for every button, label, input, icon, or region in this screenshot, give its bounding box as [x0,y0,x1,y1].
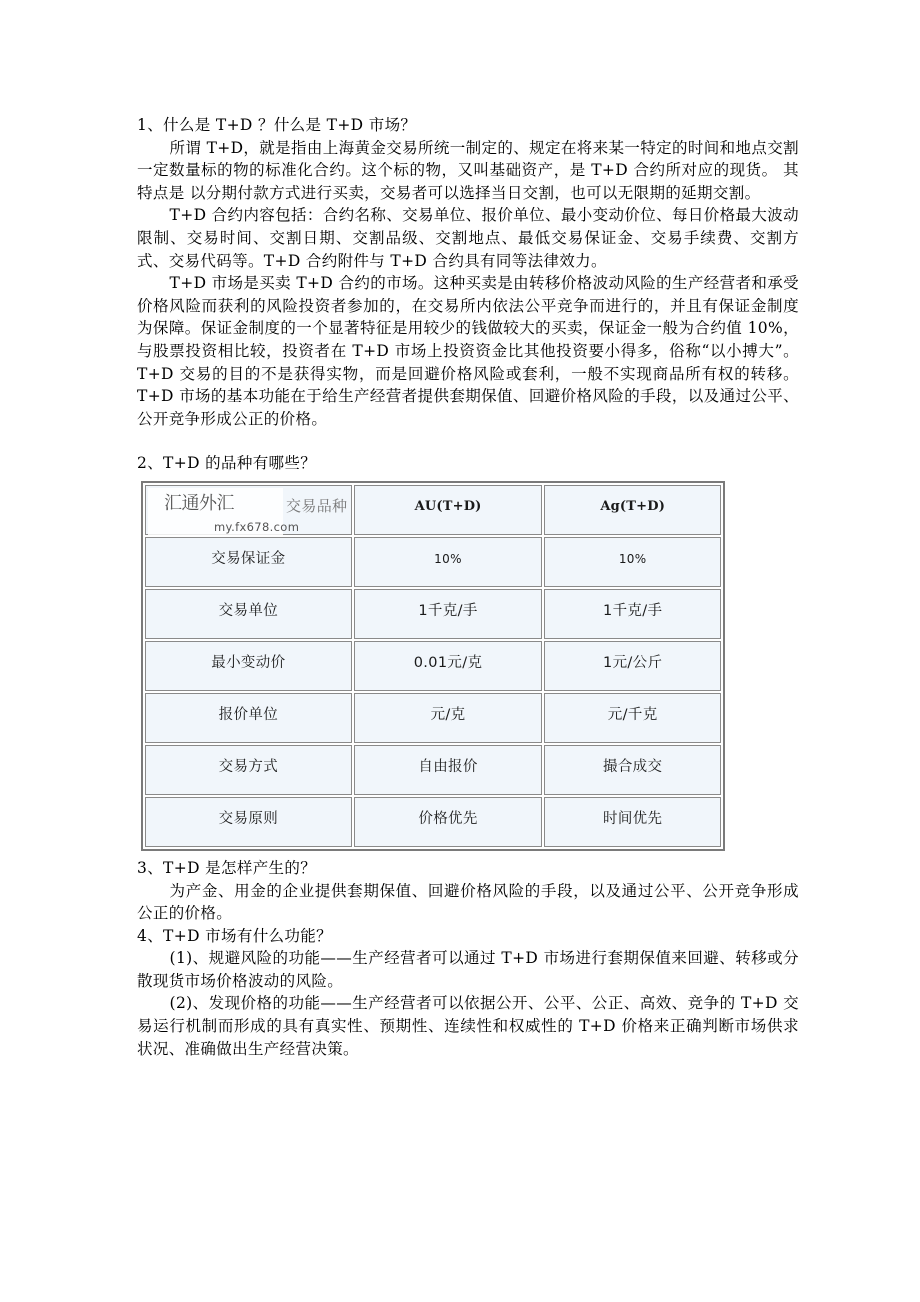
au-value: 自由报价 [354,745,543,795]
varieties-table [141,481,725,851]
row-label: 报价单位 [145,693,352,743]
au-value: 价格优先 [354,797,543,847]
ag-value: 1元/公斤 [544,641,721,691]
ag-value: 1千克/手 [544,589,721,639]
au-value: 1千克/手 [354,589,543,639]
ag-value: 元/千克 [544,693,721,743]
watermark-brand: 汇通外汇 [164,492,234,514]
section-2-heading: 2、T+D 的品种有哪些？ [137,454,317,473]
row-label: 最小变动价 [145,641,352,691]
ag-value: 时间优先 [544,797,721,847]
ag-value: 撮合成交 [544,745,721,795]
row-label: 交易单位 [145,589,352,639]
table-row [145,797,721,847]
varieties-table-container [141,481,725,851]
au-value: 10% [354,537,543,587]
table-column-header-au: AU(T+D) [354,485,543,535]
table-row [145,537,721,587]
watermark-url: my.fx678.com [214,519,300,534]
section-4-heading: 4、T+D 市场有什么功能？ [137,926,332,945]
section-1-paragraph-1: 所谓 T+D，就是指由上海黄金交易所统一制定的、规定在将来某一特定的时间和地点交割一定数量标的物的标准化合约。这个标的物，又叫基础资产，是 T+D 合约所对应的现货。 其特点是 以分期付款方式进行买卖，交易者可以选择当日交割，也可以无限期的延期交割。 [137,138,799,202]
spacer [137,430,799,452]
row-label: 交易保证金 [145,537,352,587]
table-row [145,745,721,795]
section-4-paragraph-2: (2)、发现价格的功能——生产经营者可以依据公开、公平、公正、高效、竞争的 T+D 交易运行机制而形成的具有真实性、预期性、连续性和权威性的 T+D 价格来正确判断市场供求状况、准确做出生产经营决策。 [137,994,799,1058]
table-row [145,641,721,691]
section-3-paragraph-1: 为产金、用金的企业提供套期保值、回避价格风险的手段，以及通过公平、公开竞争形成公正的价格。 [137,881,799,923]
row-label: 交易方式 [145,745,352,795]
section-3-heading: 3、T+D 是怎样产生的？ [137,858,317,877]
watermark [148,488,300,536]
table-column-header-ag: Ag(T+D) [544,485,721,535]
table-corner-cell [145,485,352,535]
section-1-paragraph-3: T+D 市场是买卖 T+D 合约的市场。这种买卖是由转移价格波动风险的生产经营者和承受价格风险而获利的风险投资者参加的，在交易所内依法公平竞争而进行的，并且有保证金制度为保障。保证金制度的一个显著特征是用较少的钱做较大的买卖，保证金一般为合约值 10%，与股票投资相比较，投资者在 T+D 市场上投资资金比其他投资要小得多，俗称“以小搏大”。T+D 交易的目的不是获得实物，而是回避价格风险或套利，一般不实现商品所有权的转移。T+D 市场的基本功能在于给生产经营者提供套期保值、回避价格风险的手段，以及通过公平、公开竞争形成公正的价格。 [137,274,799,428]
row-label: 交易原则 [145,797,352,847]
section-4-paragraph-1: (1)、规避风险的功能——生产经营者可以通过 T+D 市场进行套期保值来回避、转移或分散现货市场价格波动的风险。 [137,949,799,990]
table-row [145,693,721,743]
au-value: 元/克 [354,693,543,743]
sections-after-table [137,857,799,1060]
table-row [145,589,721,639]
table-header-row [145,485,721,535]
au-value: 0.01元/克 [354,641,543,691]
section-1-paragraph-2: T+D 合约内容包括：合约名称、交易单位、报价单位、最小变动价位、每日价格最大波动限制、交易时间、交割日期、交割品级、交割地点、最低交易保证金、交易手续费、交割方式、交易代码等。T+D 合约附件与 T+D 合约具有同等法律效力。 [137,206,799,270]
section-1-heading: 1、什么是 T+D ？什么是 T+D 市场？ [137,116,417,134]
corner-label: 交易品种 [286,496,348,515]
ag-value: 10% [544,537,721,587]
document-body [137,114,799,1060]
